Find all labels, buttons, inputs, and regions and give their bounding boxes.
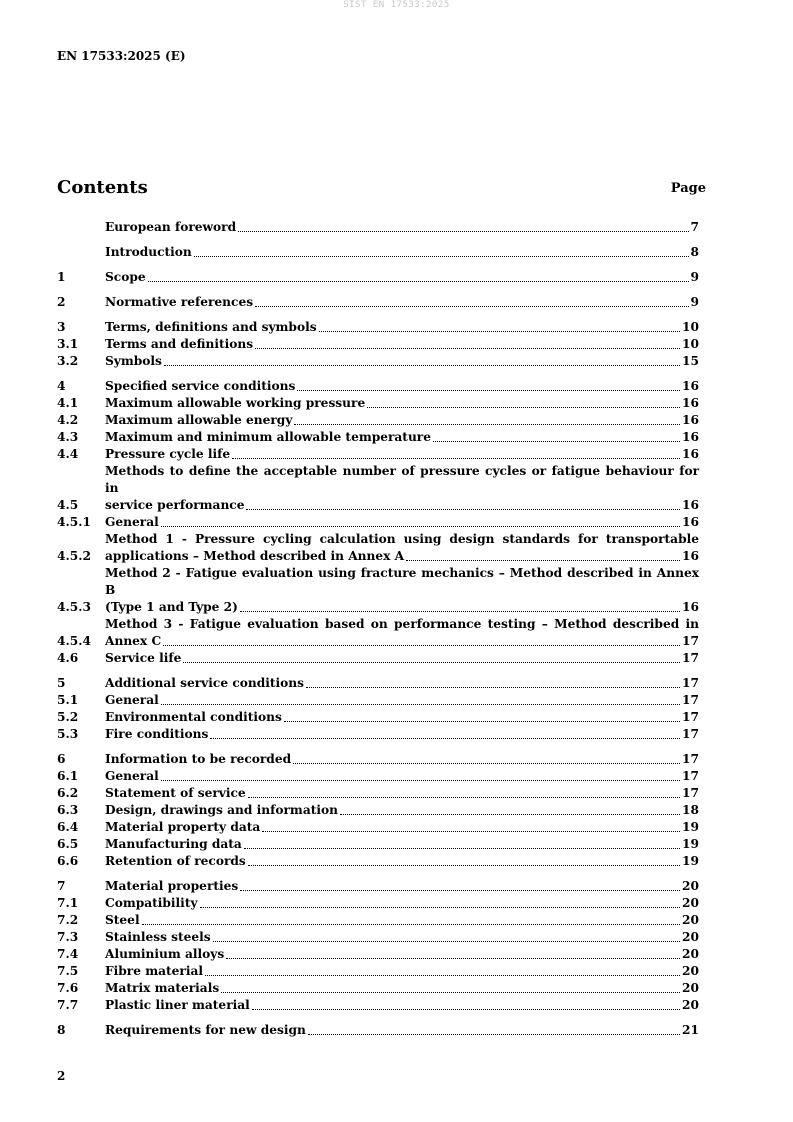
table-of-contents — [57, 219, 699, 1039]
toc-entry-number: 4.3 — [57, 430, 79, 444]
toc-entry[interactable] — [57, 446, 699, 463]
toc-entry-page: 16 — [682, 600, 699, 614]
toc-entry[interactable] — [57, 244, 699, 261]
toc-entry[interactable] — [57, 819, 699, 836]
toc-entry-title: Normative references — [105, 295, 254, 309]
dot-leader — [226, 958, 680, 959]
toc-entry[interactable] — [57, 269, 699, 286]
toc-entry-number: 6.4 — [57, 820, 79, 834]
dot-leader — [161, 780, 680, 781]
dot-leader — [297, 390, 680, 391]
toc-entry-number: 7.6 — [57, 981, 79, 995]
toc-entry-title: Terms and definitions — [105, 337, 254, 351]
document-id: EN 17533:2025 (E) — [57, 49, 186, 63]
toc-entry-title: Fire conditions — [105, 727, 209, 741]
toc-entry[interactable] — [57, 768, 699, 785]
toc-entry-number: 6.1 — [57, 769, 79, 783]
toc-entry-title: Compatibility — [105, 896, 198, 910]
toc-entry-page: 20 — [682, 930, 699, 944]
toc-entry[interactable] — [57, 946, 699, 963]
page-number: 2 — [57, 1069, 66, 1083]
dot-leader — [262, 831, 680, 832]
toc-entry-number: 6.6 — [57, 854, 79, 868]
toc-entry-page: 16 — [682, 549, 699, 563]
toc-entry-number: 7.3 — [57, 930, 79, 944]
dot-leader — [406, 560, 680, 561]
toc-entry-number: 7 — [57, 879, 66, 893]
toc-entry-title: Maximum and minimum allowable temperature — [105, 430, 431, 444]
toc-entry-number: 4.4 — [57, 447, 79, 461]
toc-entry-number: 5 — [57, 676, 66, 690]
toc-entry-page: 16 — [682, 430, 699, 444]
dot-leader — [205, 975, 680, 976]
toc-entry-number: 7.2 — [57, 913, 79, 927]
toc-entry[interactable] — [57, 895, 699, 912]
toc-entry-number: 4.5.1 — [57, 515, 91, 529]
toc-entry-title: Design, drawings and information — [105, 803, 338, 817]
toc-entry-page: 17 — [682, 651, 699, 665]
toc-entry[interactable] — [57, 751, 699, 768]
toc-entry-number: 8 — [57, 1023, 66, 1037]
toc-entry-number: 3.2 — [57, 354, 79, 368]
toc-entry[interactable] — [57, 802, 699, 819]
toc-entry-title: Method 3 - Fatigue evaluation based on performance testing – Method described in — [105, 617, 699, 631]
toc-entry-title: Stainless steels — [105, 930, 211, 944]
toc-entry-page: 20 — [682, 981, 699, 995]
toc-entry[interactable] — [57, 709, 699, 726]
dot-leader — [248, 865, 680, 866]
toc-entry[interactable] — [57, 565, 699, 616]
toc-entry[interactable] — [57, 616, 699, 650]
watermark: SIST EN 17533:2025 — [343, 0, 450, 10]
toc-entry-title: Terms, definitions and symbols — [105, 320, 317, 334]
toc-entry-number: 4.5.4 — [57, 634, 91, 648]
toc-entry-page: 18 — [682, 803, 699, 817]
toc-entry-title: Environmental conditions — [105, 710, 282, 724]
toc-entry-title: General — [105, 515, 159, 529]
dot-leader — [232, 458, 680, 459]
dot-leader — [161, 526, 680, 527]
toc-entry-number: 6.5 — [57, 837, 79, 851]
toc-entry-page: 16 — [682, 515, 699, 529]
toc-entry[interactable] — [57, 675, 699, 692]
dot-leader — [293, 763, 680, 764]
dot-leader — [284, 721, 680, 722]
toc-entry-title: General — [105, 693, 159, 707]
toc-entry-number: 4 — [57, 379, 66, 393]
toc-entry-page: 17 — [682, 786, 699, 800]
toc-entry[interactable] — [57, 219, 699, 236]
toc-entry-title: Method 2 - Fatigue evaluation using fracture mechanics – Method described in Annex B — [105, 566, 699, 597]
toc-entry-title: Methods to define the acceptable number of pressure cycles or fatigue behaviour for in — [105, 464, 699, 495]
toc-entry-page: 16 — [682, 498, 699, 512]
toc-entry-title: Steel — [105, 913, 140, 927]
toc-entry-title: Information to be recorded — [105, 752, 292, 766]
toc-entry[interactable] — [57, 853, 699, 870]
dot-leader — [252, 1009, 680, 1010]
toc-entry-page: 20 — [682, 998, 699, 1012]
toc-entry-page: 20 — [682, 947, 699, 961]
toc-entry-title: Aluminium alloys — [105, 947, 225, 961]
toc-entry-title: Specified service conditions — [105, 379, 296, 393]
toc-entry-title: Pressure cycle life — [105, 447, 231, 461]
dot-leader — [164, 365, 680, 366]
toc-entry-number: 7.4 — [57, 947, 79, 961]
toc-entry[interactable] — [57, 980, 699, 997]
toc-entry-page: 20 — [682, 964, 699, 978]
toc-entry-title: Plastic liner material — [105, 998, 250, 1012]
toc-entry-title: Manufacturing data — [105, 837, 242, 851]
toc-entry-number: 4.5.2 — [57, 549, 91, 563]
toc-entry-page: 17 — [682, 693, 699, 707]
toc-entry-page: 17 — [682, 752, 699, 766]
toc-entry[interactable] — [57, 997, 699, 1014]
dot-leader — [244, 848, 680, 849]
toc-entry-title: European foreword — [105, 220, 237, 234]
toc-entry-number: 4.5.3 — [57, 600, 91, 614]
toc-entry[interactable] — [57, 692, 699, 709]
toc-entry-title: Material properties — [105, 879, 239, 893]
toc-entry-title: Requirements for new design — [105, 1023, 306, 1037]
toc-entry-number: 6 — [57, 752, 66, 766]
toc-entry-page: 10 — [682, 337, 699, 351]
toc-entry[interactable] — [57, 878, 699, 895]
toc-entry-page: 10 — [682, 320, 699, 334]
toc-entry[interactable] — [57, 353, 699, 370]
dot-leader — [367, 407, 680, 408]
toc-entry[interactable] — [57, 294, 699, 311]
toc-entry-number: 7.7 — [57, 998, 79, 1012]
dot-leader — [194, 256, 689, 257]
toc-entry-page: 17 — [682, 769, 699, 783]
toc-entry-title: Scope — [105, 270, 146, 284]
toc-entry[interactable] — [57, 912, 699, 929]
toc-entry[interactable] — [57, 929, 699, 946]
toc-entry[interactable] — [57, 395, 699, 412]
toc-entry[interactable] — [57, 963, 699, 980]
toc-entry-number: 2 — [57, 295, 66, 309]
toc-entry[interactable] — [57, 531, 699, 565]
toc-entry-page: 9 — [690, 270, 699, 284]
toc-entry-title-continued: Annex C — [105, 634, 162, 648]
toc-entry[interactable] — [57, 336, 699, 353]
toc-entry[interactable] — [57, 378, 699, 395]
toc-entry-page: 20 — [682, 913, 699, 927]
toc-entry-title: Retention of records — [105, 854, 246, 868]
dot-leader — [142, 924, 680, 925]
toc-entry-page: 19 — [682, 837, 699, 851]
dot-leader — [340, 814, 680, 815]
page-column-header: Page — [670, 181, 706, 196]
toc-entry-title: Method 1 - Pressure cycling calculation using design standards for transportable — [105, 532, 699, 546]
toc-entry-page: 9 — [690, 295, 699, 309]
toc-entry-page: 19 — [682, 820, 699, 834]
dot-leader — [240, 890, 680, 891]
toc-entry-page: 16 — [682, 379, 699, 393]
toc-entry[interactable] — [57, 319, 699, 336]
toc-entry-number: 4.5 — [57, 498, 79, 512]
toc-entry-page: 16 — [682, 413, 699, 427]
toc-entry-number: 4.1 — [57, 396, 79, 410]
toc-entry-number: 6.2 — [57, 786, 79, 800]
toc-entry-page: 17 — [682, 710, 699, 724]
toc-entry-title: Statement of service — [105, 786, 246, 800]
toc-entry-page: 20 — [682, 879, 699, 893]
dot-leader — [200, 907, 681, 908]
toc-entry-title: Maximum allowable working pressure — [105, 396, 366, 410]
dot-leader — [248, 797, 680, 798]
toc-entry[interactable] — [57, 429, 699, 446]
toc-entry[interactable] — [57, 785, 699, 802]
toc-entry-title-continued: applications – Method described in Annex A — [105, 549, 405, 563]
toc-entry-number: 5.2 — [57, 710, 79, 724]
toc-entry-title: Additional service conditions — [105, 676, 304, 690]
toc-entry-number: 7.1 — [57, 896, 79, 910]
dot-leader — [221, 992, 680, 993]
dot-leader — [183, 662, 680, 663]
toc-entry-number: 1 — [57, 270, 66, 284]
toc-entry-number: 7.5 — [57, 964, 79, 978]
dot-leader — [319, 331, 680, 332]
toc-entry-page: 16 — [682, 447, 699, 461]
toc-entry-title-continued: service performance — [105, 498, 245, 512]
dot-leader — [294, 424, 680, 425]
toc-entry-title: Fibre material — [105, 964, 203, 978]
toc-entry-number: 4.2 — [57, 413, 79, 427]
toc-entry-page: 20 — [682, 896, 699, 910]
dot-leader — [255, 348, 680, 349]
toc-entry[interactable] — [57, 726, 699, 743]
toc-entry-title: Symbols — [105, 354, 162, 368]
toc-entry-title: Service life — [105, 651, 182, 665]
toc-entry-page: 17 — [682, 634, 699, 648]
toc-entry-title: Material property data — [105, 820, 261, 834]
dot-leader — [161, 704, 680, 705]
toc-entry-number: 3.1 — [57, 337, 79, 351]
toc-entry-page: 17 — [682, 727, 699, 741]
toc-entry-number: 4.6 — [57, 651, 79, 665]
toc-entry[interactable] — [57, 650, 699, 667]
toc-entry-title: Matrix materials — [105, 981, 220, 995]
toc-entry-page: 8 — [690, 245, 699, 259]
toc-entry-page: 16 — [682, 396, 699, 410]
dot-leader — [306, 687, 680, 688]
toc-entry-page: 21 — [682, 1023, 699, 1037]
toc-entry-number: 6.3 — [57, 803, 79, 817]
toc-entry-title-continued: (Type 1 and Type 2) — [105, 600, 238, 614]
toc-entry[interactable] — [57, 463, 699, 514]
dot-leader — [210, 738, 680, 739]
toc-entry-page: 19 — [682, 854, 699, 868]
dot-leader — [308, 1034, 680, 1035]
toc-entry-title: Introduction — [105, 245, 192, 259]
toc-entry-page: 7 — [690, 220, 699, 234]
dot-leader — [148, 281, 689, 282]
toc-entry-number: 5.3 — [57, 727, 79, 741]
toc-entry-page: 17 — [682, 676, 699, 690]
dot-leader — [240, 611, 680, 612]
toc-entry[interactable] — [57, 1022, 699, 1039]
toc-entry-title: Maximum allowable energy — [105, 413, 293, 427]
dot-leader — [246, 509, 680, 510]
toc-entry[interactable] — [57, 836, 699, 853]
contents-title: Contents — [57, 177, 148, 198]
dot-leader — [163, 645, 680, 646]
toc-entry[interactable] — [57, 514, 699, 531]
toc-entry-page: 15 — [682, 354, 699, 368]
toc-entry[interactable] — [57, 412, 699, 429]
toc-entry-number: 3 — [57, 320, 66, 334]
dot-leader — [238, 231, 688, 232]
toc-entry-number: 5.1 — [57, 693, 79, 707]
dot-leader — [255, 306, 688, 307]
dot-leader — [433, 441, 680, 442]
toc-entry-title: General — [105, 769, 159, 783]
dot-leader — [213, 941, 680, 942]
